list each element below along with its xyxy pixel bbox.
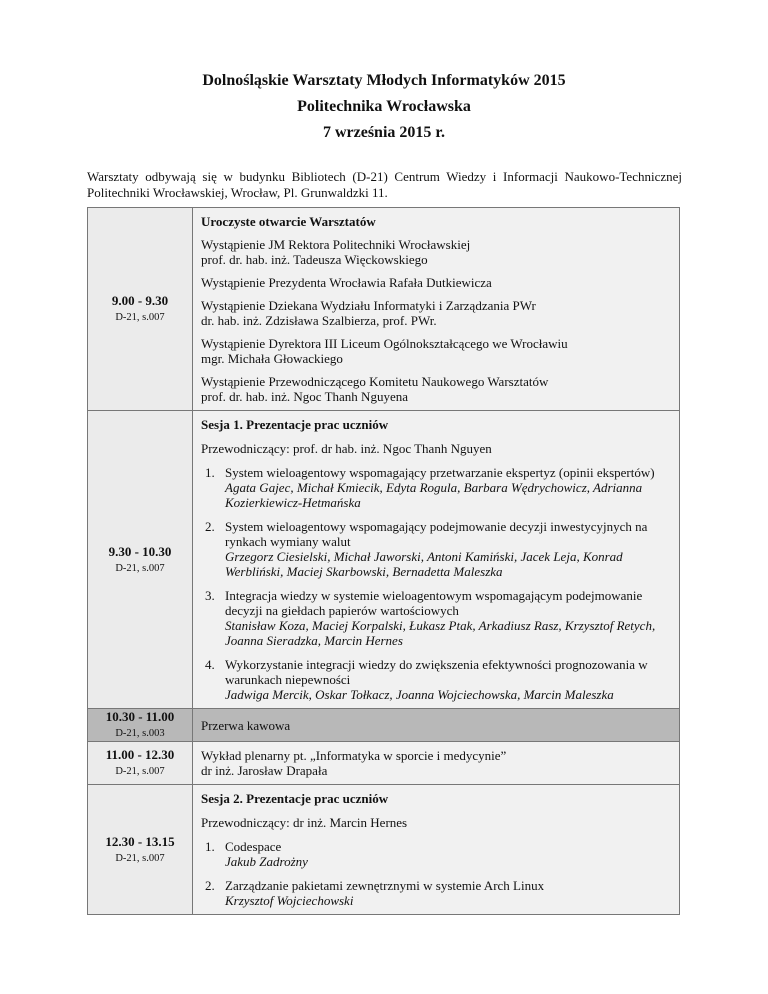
talk-number: 3.: [205, 588, 215, 603]
event-date: 7 września 2015 r.: [322, 124, 446, 141]
talk-item: [201, 878, 671, 908]
time-slot: 10.30 - 11.00: [105, 709, 175, 724]
time-cell: [88, 785, 193, 915]
talk-authors: Jadwiga Mercik, Oskar Tołkacz, Joanna Wojciechowska, Marcin Maleszka: [225, 687, 614, 702]
speaker-line: dr. hab. inż. Zdzisława Szalbierza, prof. PWr.: [201, 313, 437, 328]
talk-title: Integracja wiedzy w systemie wieloagentowym wspomagającym podejmowanie decyzji na giełdach papierów wartościowych: [225, 588, 643, 618]
content-cell: [193, 411, 680, 709]
talk-number: 4.: [205, 657, 215, 672]
speech-item: [201, 298, 671, 328]
talk-title: System wieloagentowy wspomagający przetwarzanie ekspertyz (opinii ekspertów): [225, 465, 655, 480]
speech-item: [201, 336, 671, 366]
speaker-line: mgr. Michała Głowackiego: [201, 351, 343, 366]
content-cell: [193, 742, 680, 785]
talk-authors: Agata Gajec, Michał Kmiecik, Edyta Rogula, Barbara Wędrychowicz, Adrianna Kozierkiewicz-Hetmańska: [225, 480, 643, 510]
room-label: D-21, s.003: [115, 728, 165, 739]
content-cell: [193, 709, 680, 742]
time-slot: 9.00 - 9.30: [111, 293, 169, 308]
talk-item: [201, 465, 671, 510]
speech-item: [201, 374, 671, 404]
room-label: D-21, s.007: [115, 312, 165, 323]
content-cell: [193, 785, 680, 915]
content-cell: [193, 208, 680, 411]
speech-line: Wystąpienie JM Rektora Politechniki Wrocławskiej: [201, 237, 471, 252]
speech-line: Wystąpienie Prezydenta Wrocławia Rafała Dutkiewicza: [201, 275, 492, 290]
speaker-line: prof. dr. hab. inż. Ngoc Thanh Nguyena: [201, 389, 408, 404]
document-header: [0, 0, 768, 146]
break-title: Przerwa kawowa: [201, 717, 291, 733]
talk-number: 2.: [205, 519, 215, 534]
intro-paragraph: Warsztaty odbywają się w budynku Bibliotech (D-21) Centrum Wiedzy i Informacji Naukowo-Technicznej Politechniki Wrocławskiej, Wrocław, Pl. Grunwaldzki 11.: [87, 169, 682, 200]
plenary-title: Wykład plenarny pt. „Informatyka w sporcie i medycynie”: [201, 748, 507, 763]
room-label: D-21, s.007: [115, 852, 165, 864]
session-title: Sesja 1. Prezentacje prac uczniów: [201, 417, 389, 432]
talk-item: [201, 839, 671, 869]
talk-item: [201, 588, 671, 648]
talk-authors: Krzysztof Wojciechowski: [225, 893, 354, 908]
talk-title: Zarządzanie pakietami zewnętrznymi w systemie Arch Linux: [225, 878, 545, 893]
room-label: D-21, s.007: [115, 562, 165, 574]
talk-authors: Jakub Zadrożny: [225, 854, 308, 869]
talk-list: [201, 465, 671, 702]
program-table: [87, 207, 680, 915]
talk-item: [201, 519, 671, 579]
talk-number: 1.: [205, 839, 215, 854]
time-slot: 11.00 - 12.30: [105, 747, 175, 762]
talk-title: Codespace: [225, 839, 282, 854]
speech-line: Wystąpienie Dziekana Wydziału Informatyki i Zarządzania PWr: [201, 298, 536, 313]
schedule-row-coffee: [88, 709, 680, 742]
schedule-row-opening: [88, 208, 680, 411]
time-slot: 12.30 - 13.15: [105, 833, 175, 849]
opening-title: Uroczyste otwarcie Warsztatów: [201, 214, 376, 229]
speech-item: [201, 275, 671, 290]
talk-item: [201, 657, 671, 702]
time-slot: 9.30 - 10.30: [108, 543, 172, 559]
talk-title: Wykorzystanie integracji wiedzy do zwiększenia efektywności prognozowania w warunkach niepewności: [225, 657, 648, 687]
speech-line: Wystąpienie Przewodniczącego Komitetu Naukowego Warsztatów: [201, 374, 549, 389]
schedule-row-session1: [88, 411, 680, 709]
speech-line: Wystąpienie Dyrektora III Liceum Ogólnokształcącego we Wrocławiu: [201, 336, 568, 351]
session-title: Sesja 2. Prezentacje prac uczniów: [201, 791, 389, 806]
time-cell: [88, 208, 193, 411]
speaker-line: prof. dr. hab. inż. Tadeusza Więckowskiego: [201, 252, 428, 267]
schedule-row-session2: [88, 785, 680, 915]
time-cell: [88, 742, 193, 785]
talk-list: [201, 839, 671, 908]
session-chair: Przewodniczący: dr inż. Marcin Hernes: [201, 815, 408, 830]
session-chair: Przewodniczący: prof. dr hab. inż. Ngoc Thanh Nguyen: [201, 441, 492, 456]
talk-number: 2.: [205, 878, 215, 893]
institution-name: Politechnika Wrocławska: [297, 98, 471, 115]
event-title: Dolnośląskie Warsztaty Młodych Informatyków 2015: [202, 72, 566, 89]
talk-authors: Stanisław Koza, Maciej Korpalski, Łukasz Ptak, Arkadiusz Rasz, Krzysztof Retych, Joanna Sieradzka, Marcin Hernes: [225, 618, 656, 648]
schedule-row-plenary: [88, 742, 680, 785]
talk-number: 1.: [205, 465, 215, 480]
plenary-speaker: dr inż. Jarosław Drapała: [201, 763, 328, 778]
talk-authors: Grzegorz Ciesielski, Michał Jaworski, Antoni Kamiński, Jacek Leja, Konrad Werbliński, Maciej Skarbowski, Bernadetta Maleszka: [225, 549, 623, 579]
speech-item: [201, 237, 671, 267]
time-cell: [88, 709, 193, 742]
talk-title: System wieloagentowy wspomagający podejmowanie decyzji inwestycyjnych na rynkach wymiany walut: [225, 519, 648, 549]
time-cell: [88, 411, 193, 709]
room-label: D-21, s.007: [115, 766, 165, 777]
